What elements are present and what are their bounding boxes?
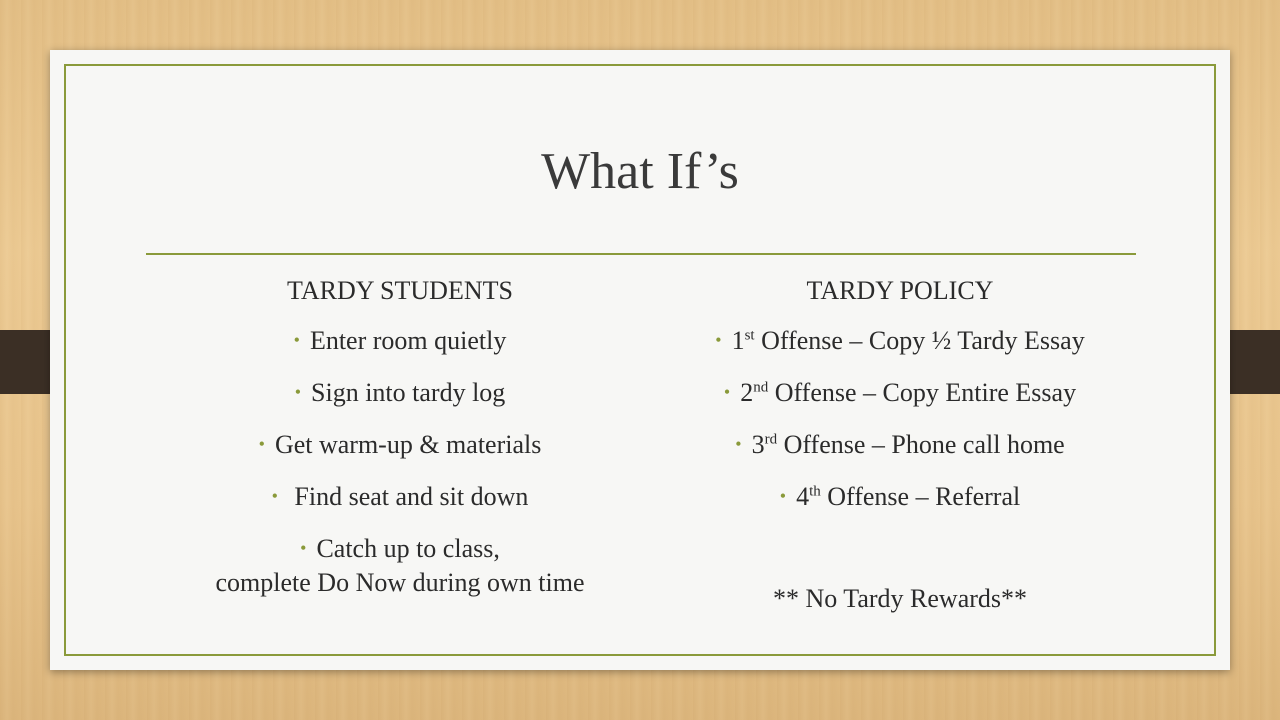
list-item: • Sign into tardy log <box>294 378 506 407</box>
slide-title: What If’s <box>541 143 739 200</box>
dot-bullet-icon: • <box>271 486 278 506</box>
no-tardy-rewards-note: ** No Tardy Rewards** <box>772 584 1028 613</box>
tardy-students-heading: TARDY STUDENTS <box>287 276 513 305</box>
spacer <box>650 533 1150 583</box>
list-item: • 2nd Offense – Copy Entire Essay <box>723 378 1077 407</box>
list-item: • 1st Offense – Copy ½ Tardy Essay <box>715 326 1085 355</box>
dot-bullet-icon: • <box>300 538 307 558</box>
list-item: • Find seat and sit down <box>271 482 529 511</box>
tardy-policy-column <box>650 275 1150 633</box>
list-item: • Get warm-up & materials <box>258 430 542 459</box>
list-item: • Enter room quietly <box>293 326 507 355</box>
dot-bullet-icon: • <box>779 486 787 506</box>
list-item: • Catch up to class, complete Do Now during own time <box>215 534 585 597</box>
list-item: • 3rd Offense – Phone call home <box>735 430 1065 459</box>
list-item: • 4th Offense – Referral <box>779 482 1021 511</box>
dot-bullet-icon: • <box>735 434 742 454</box>
title-divider <box>146 253 1136 255</box>
dot-bullet-icon: • <box>723 382 731 402</box>
dot-bullet-icon: • <box>715 330 722 350</box>
dot-bullet-icon: • <box>293 330 300 350</box>
slide-card <box>50 50 1230 670</box>
dot-bullet-icon: • <box>258 434 265 454</box>
dot-bullet-icon: • <box>294 382 302 402</box>
tardy-policy-heading: TARDY POLICY <box>806 276 994 305</box>
tardy-students-column <box>150 275 650 617</box>
